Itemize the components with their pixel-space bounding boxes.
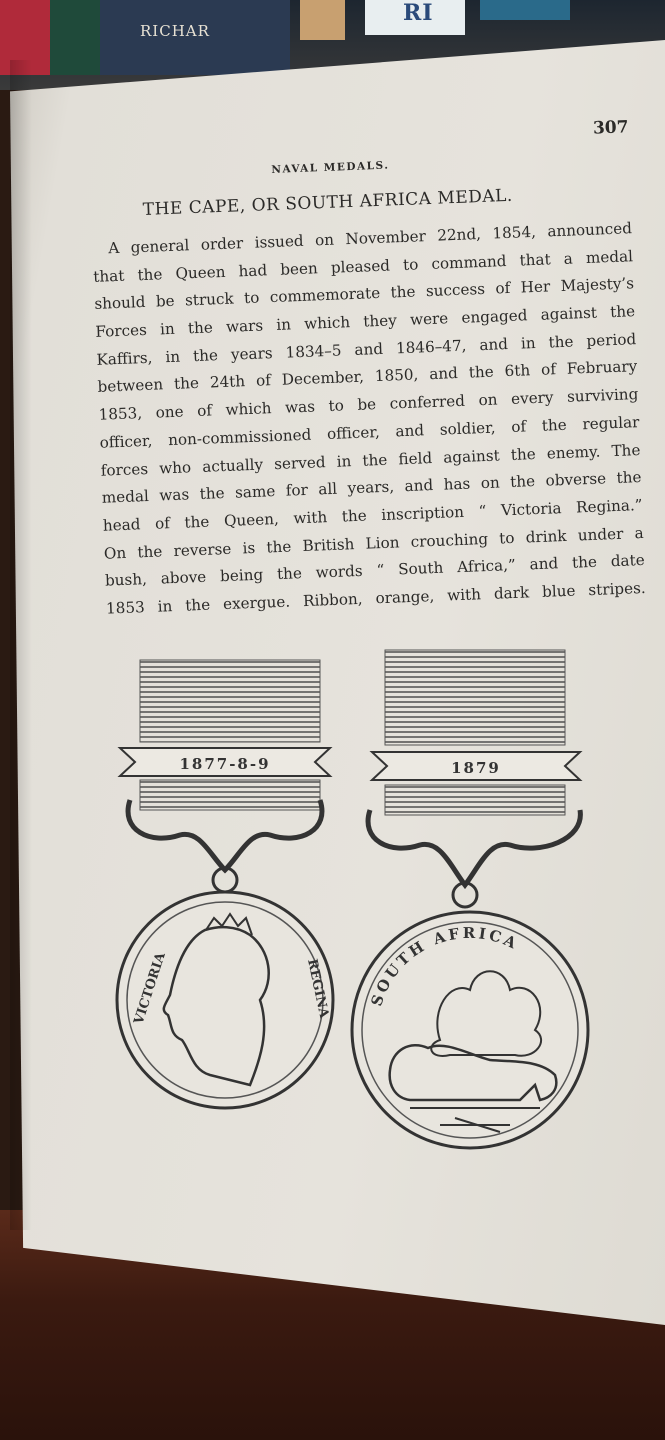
body-line: medal was the same for all years, and has on the obverse the [101, 468, 642, 507]
section-title: THE CAPE, OR SOUTH AFRICA MEDAL. [142, 185, 514, 220]
body-line: between the 24th of December, 1850, and the 6th of February [97, 357, 638, 397]
body-line: 1853, one of which was to be conferred on every surviving [98, 385, 639, 424]
obverse-legend-right: REGINA [304, 957, 332, 1020]
left-ribbon [140, 660, 320, 742]
body-line: that the Queen had been pleased to command that a medal [92, 246, 634, 286]
body-line: head of the Queen, with the inscription “ Victoria Regina.” [102, 495, 643, 535]
book-spine-tan [300, 0, 345, 40]
body-paragraph [92, 215, 646, 623]
book-spine-navy [100, 0, 290, 75]
body-line: Forces in the wars in which they were engaged against the [95, 302, 636, 341]
spine-text-right: RI [403, 0, 434, 26]
spine-text-left: RICHAR [140, 22, 210, 40]
body-line: Kaffirs, in the years 1834–5 and 1846–47, and in the period [96, 329, 637, 369]
left-clasp-date: 1877-8-9 [179, 755, 271, 773]
right-medal-reverse [352, 650, 588, 1148]
right-suspender [368, 810, 580, 885]
right-ribbon-lower [385, 785, 565, 815]
book-spine-blue [480, 0, 570, 20]
book-spine-white [365, 0, 465, 35]
right-medal-disc [352, 912, 588, 1148]
body-line: 1853 in the exergue. Ribbon, orange, with dark blue stripes. [105, 578, 647, 618]
left-ribbon-lower [140, 780, 320, 810]
left-medal-obverse [117, 660, 333, 1108]
body-line: should be struck to commemorate the success of Her Majesty’s [94, 274, 635, 314]
body-line: A general order issued on November 22nd, 1854, announced [107, 219, 633, 258]
obverse-legend-left: VICTORIA [131, 950, 169, 1027]
medals-illustration [110, 630, 610, 1160]
body-line: officer, non-commissioned officer, and soldier, of the regular [99, 412, 640, 452]
reverse-legend: SOUTH AFRICA [367, 923, 522, 1009]
right-ribbon [385, 650, 565, 745]
right-clasp-date: 1879 [451, 759, 501, 777]
body-line: forces who actually served in the field against the enemy. The [100, 440, 641, 480]
page-number: 307 [592, 117, 629, 139]
book-spine-green [50, 0, 100, 75]
body-line: bush, above being the words “ South Africa,” and the date [104, 551, 645, 590]
running-head: NAVAL MEDALS. [271, 159, 390, 176]
body-line: On the reverse is the British Lion crouching to drink under a [103, 523, 644, 563]
page-gutter-shadow [10, 60, 32, 1230]
